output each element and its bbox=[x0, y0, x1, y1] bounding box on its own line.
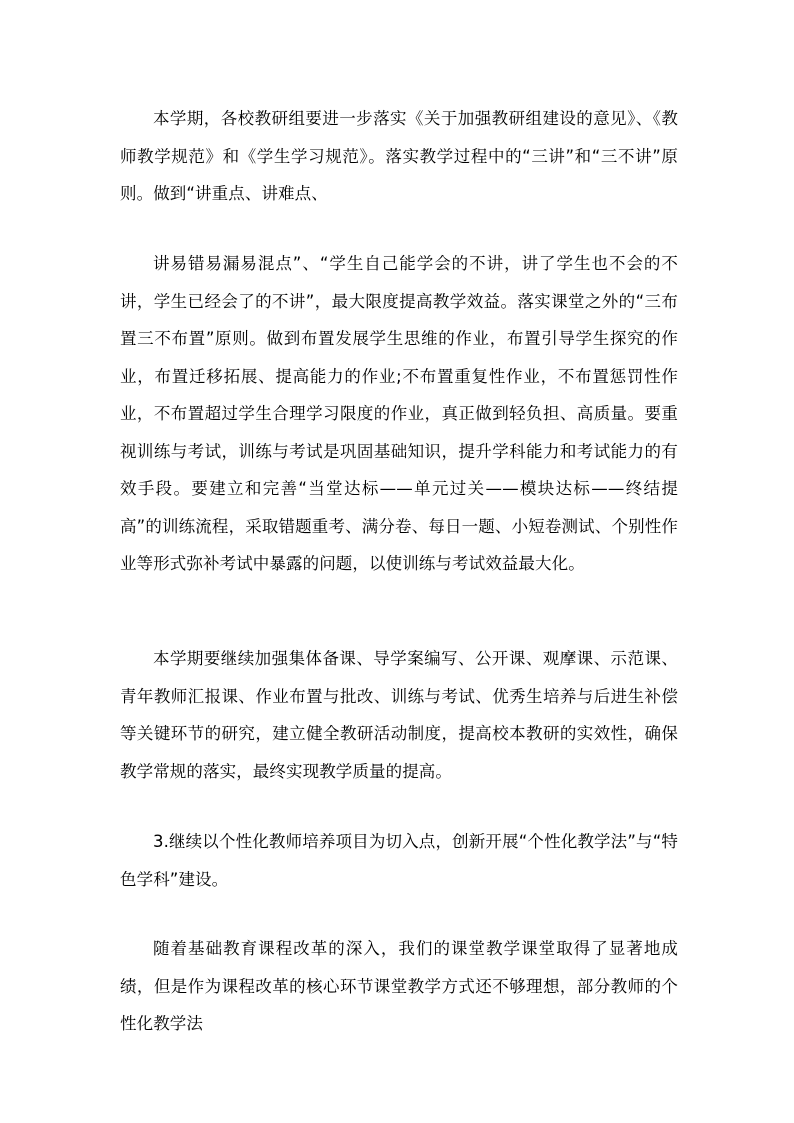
paragraph-curriculum-reform: 随着基础教育课程改革的深入，我们的课堂教学课堂取得了显著地成绩，但是作为课程改革的核心环节课堂教学方式还不够理想，部分教师的个性化教学法 bbox=[120, 939, 678, 1033]
paragraph-teaching-standards: 本学期，各校教研组要进一步落实《关于加强教研组建设的意见》、《教师教学规范》和《学生学习规范》。落实教学过程中的“三讲”和“三不讲”原则。做到“讲重点、讲难点、 bbox=[120, 109, 678, 203]
paragraph-collective-lesson-prep: 本学期要继续加强集体备课、导学案编写、公开课、观摩课、示范课、青年教师汇报课、作业布置与批改、训练与考试、优秀生培养与后进生补偿等关键环节的研究，建立健全教研活动制度，提高校本教研的实效性，确保教学常规的落实，最终实现教学质量的提高。 bbox=[120, 649, 678, 781]
paragraph-three-arrangements: 讲易错易漏易混点”、“学生自己能学会的不讲，讲了学生也不会的不讲，学生已经会了的不讲”，最大限度提高教学效益。落实课堂之外的“三布置三不布置”原则。做到布置发展学生思维的作业，布置引导学生探究的作业，布置迁移拓展、提高能力的作业;不布置重复性作业，不布置惩罚性作业，不布置超过学生合理学习限度的作业，真正做到轻负担、高质量。要重视训练与考试，训练与考试是巩固基础知识，提升学科能力和考试能力的有效手段。要建立和完善“当堂达标——单元过关——模块达标——终结提高”的训练流程，采取错题重考、满分卷、每日一题、小短卷测试、个别性作业等形式弥补考试中暴露的问题，以使训练与考试效益最大化。 bbox=[120, 254, 678, 573]
paragraph-personalized-teaching-item: 3.继续以个性化教师培养项目为切入点，创新开展“个性化教学法”与“特色学科”建设。 bbox=[120, 832, 678, 889]
